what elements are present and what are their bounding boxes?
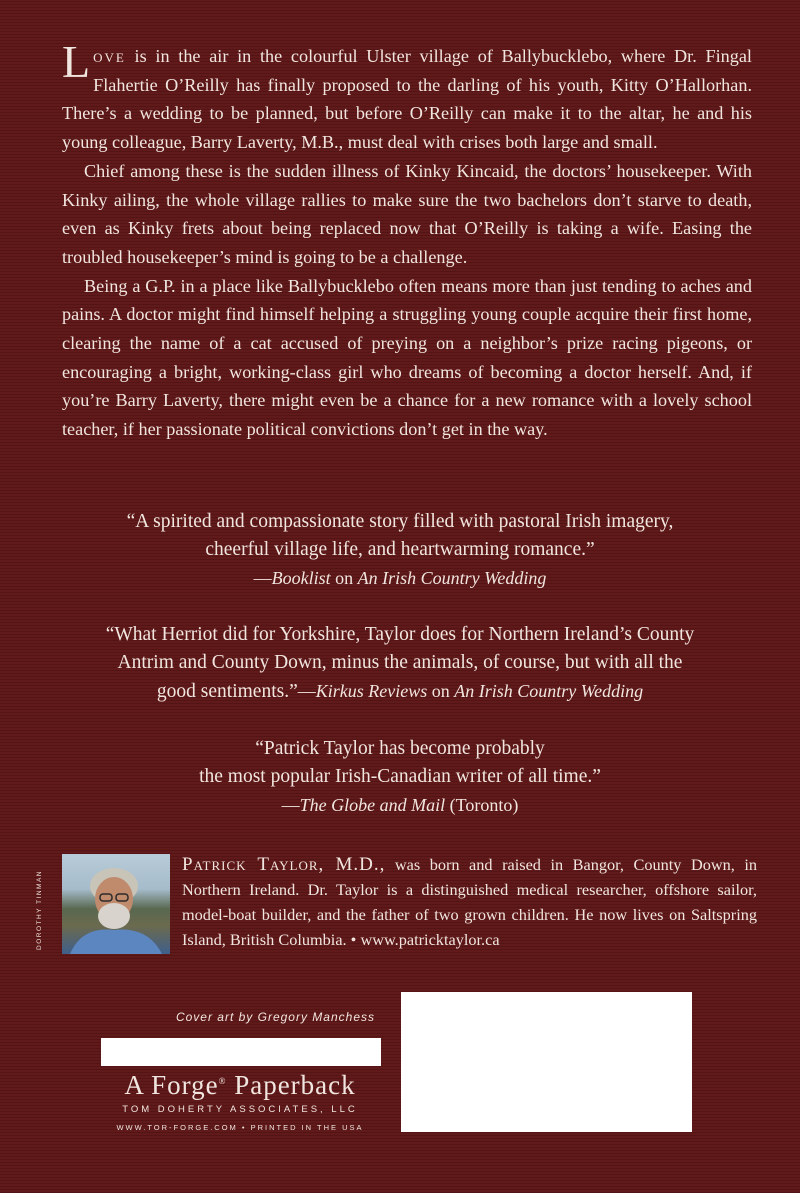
quote-on: on xyxy=(330,568,358,588)
quote-line-with-attribution: good sentiments.”—Kirkus Reviews on An Irish Country Wedding xyxy=(156,681,644,702)
photo-credit: DOROTHY TINMAN xyxy=(36,870,43,950)
quote-work: An Irish Country Wedding xyxy=(454,681,644,701)
blurb-paragraph-2: Chief among these is the sudden illness of Kinky Kincaid, the doctors’ housekeeper. With Kinky ailing, the whole village rallies to make sure the two bachelors don’t starve to death, even as Kinky frets about being replaced now that O’Reilly is taking a wife. Easing the troubled housekeeper’s mind is going to be a challenge. xyxy=(62,160,752,267)
first-word-rest: ove xyxy=(93,46,126,66)
imprint-title-a: A Forge xyxy=(124,1070,219,1100)
imprint-title-b: Paperback xyxy=(226,1070,356,1100)
review-quote-booklist xyxy=(40,508,760,592)
quote-line: good sentiments.” xyxy=(156,681,298,702)
barcode-area xyxy=(401,992,692,1132)
quote-source: Kirkus Reviews xyxy=(315,681,428,701)
quote-suffix: (Toronto) xyxy=(445,795,519,815)
price-label-area xyxy=(101,1038,381,1066)
registered-mark: ® xyxy=(218,1076,227,1086)
quote-line: “A spirited and compassionate story filled with pastoral Irish imagery, xyxy=(126,511,674,532)
quote-line: cheerful village life, and heartwarming romance.” xyxy=(205,539,595,560)
blurb-paragraph-3: Being a G.P. in a place like Ballybucklebo often means more than just tending to aches and pains. A doctor might find himself helping a struggling young couple acquire their first home, clearing the name of a cat accused of preying on a neighbor’s prize racing pigeons, or encouraging a bright, working-class girl who dreams of becoming a doctor herself. And, if you’re Barry Laverty, there might even be a chance for a new romance with a lovely school teacher, if her passionate political convictions don’t get in the way. xyxy=(62,275,752,440)
quote-attribution: —Booklist on An Irish Country Wedding xyxy=(253,568,547,588)
quote-source: The Globe and Mail xyxy=(299,795,446,815)
quote-source: Booklist xyxy=(271,568,331,588)
quote-line: “Patrick Taylor has become probably xyxy=(255,738,545,759)
imprint-title xyxy=(90,1070,390,1101)
author-bio-text: was born and raised in Bangor, County Down, in Northern Ireland. Dr. Taylor is a distinguished medical researcher, offshore sailor, model-boat builder, and the father of two grown children. He now lives on Saltspring Island, British Columbia. • www.patricktaylor.ca xyxy=(182,855,757,949)
review-quote-globe-and-mail xyxy=(40,735,760,819)
publisher-imprint xyxy=(90,1070,390,1132)
blurb-paragraph xyxy=(62,36,752,157)
quote-line: Antrim and County Down, minus the animals, of course, but with all the xyxy=(117,652,683,673)
author-bio xyxy=(182,852,757,952)
cover-art-credit: Cover art by Gregory Manchess xyxy=(175,1010,375,1024)
blurb-paragraph-1-text: is in the air in the colourful Ulster village of Ballybucklebo, where Dr. Fingal Flahertie O’Reilly has finally proposed to the darling of his youth, Kitty O’Hallorhan. There’s a wedding to be planned, but before O’Reilly can make it to the altar, he and his young colleague, Barry Laverty, M.B., must deal with crises both large and small. xyxy=(62,46,752,153)
publisher-footer: WWW.TOR-FORGE.COM • PRINTED IN THE USA xyxy=(116,1123,364,1132)
quote-line: “What Herriot did for Yorkshire, Taylor does for Northern Ireland’s County xyxy=(105,624,695,645)
quote-on: on xyxy=(427,681,455,701)
author-photo xyxy=(62,854,170,954)
review-quote-kirkus xyxy=(40,621,760,706)
author-name: Patrick Taylor, M.D., xyxy=(182,854,386,875)
quote-work: An Irish Country Wedding xyxy=(357,568,547,588)
author-portrait-image xyxy=(62,854,170,954)
drop-cap: L xyxy=(62,36,91,87)
back-cover-blurb xyxy=(62,36,752,444)
publisher-name: TOM DOHERTY ASSOCIATES, LLC xyxy=(122,1104,358,1115)
quote-attribution: —The Globe and Mail (Toronto) xyxy=(281,795,519,815)
quote-line: the most popular Irish-Canadian writer of all time.” xyxy=(199,766,601,787)
